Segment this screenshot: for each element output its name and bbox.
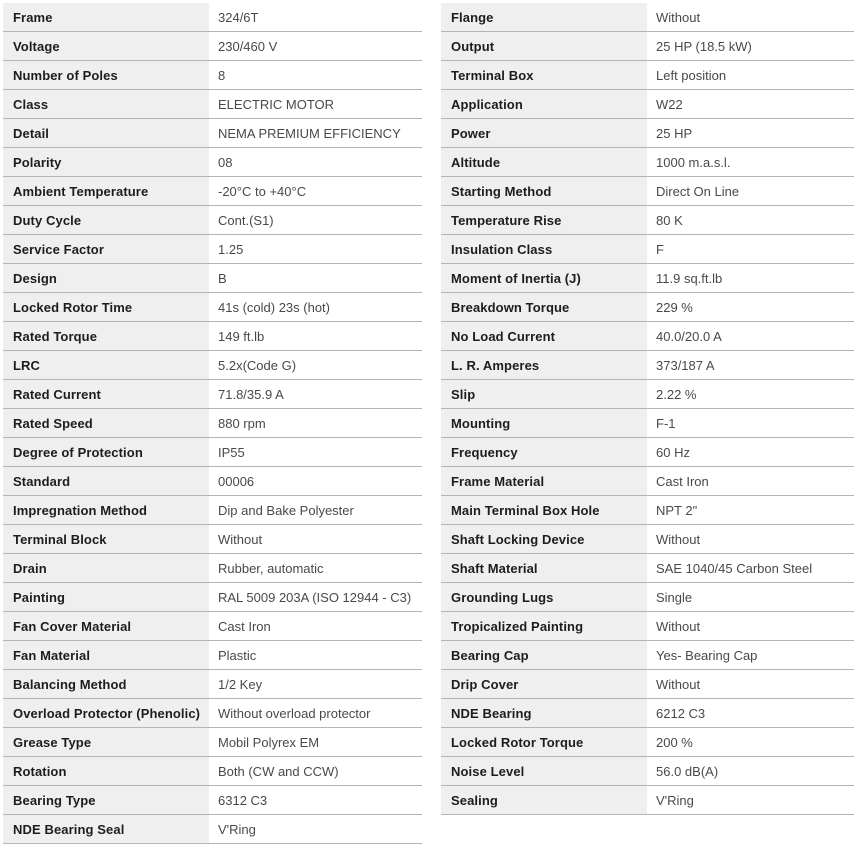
spec-value: NPT 2": [656, 502, 698, 518]
spec-row: [3, 119, 422, 148]
spec-value: 230/460 V: [218, 38, 278, 54]
spec-value: 6212 C3: [656, 705, 706, 721]
spec-value: Without: [656, 676, 701, 692]
spec-row: [441, 206, 854, 235]
spec-row: [3, 148, 422, 177]
spec-label: Standard: [3, 467, 209, 495]
spec-row: [441, 467, 854, 496]
spec-value: Yes- Bearing Cap: [656, 647, 758, 663]
spec-value: Without: [656, 618, 701, 634]
spec-label: Number of Poles: [3, 61, 209, 89]
spec-label: Detail: [3, 119, 209, 147]
spec-label: Output: [441, 32, 647, 60]
spec-value: 6312 C3: [218, 792, 268, 808]
spec-label: Temperature Rise: [441, 206, 647, 234]
spec-value: Without overload protector: [218, 705, 371, 721]
spec-label: Tropicalized Painting: [441, 612, 647, 640]
spec-value: Without: [656, 531, 701, 547]
spec-row: [441, 525, 854, 554]
spec-value: Both (CW and CCW): [218, 763, 339, 779]
spec-label: Locked Rotor Torque: [441, 728, 647, 756]
spec-row: [441, 670, 854, 699]
spec-row: [441, 699, 854, 728]
spec-value: 40.0/20.0 A: [656, 328, 722, 344]
spec-label: Frequency: [441, 438, 647, 466]
spec-row: [441, 264, 854, 293]
spec-label: Power: [441, 119, 647, 147]
spec-label: Main Terminal Box Hole: [441, 496, 647, 524]
spec-value: 200 %: [656, 734, 693, 750]
spec-label: Shaft Material: [441, 554, 647, 582]
spec-label: Mounting: [441, 409, 647, 437]
spec-row: [441, 32, 854, 61]
spec-label: Bearing Cap: [441, 641, 647, 669]
spec-label: Fan Cover Material: [3, 612, 209, 640]
spec-label: Shaft Locking Device: [441, 525, 647, 553]
spec-value: 71.8/35.9 A: [218, 386, 284, 402]
spec-label: Grease Type: [3, 728, 209, 756]
spec-row: [441, 61, 854, 90]
spec-label: Rated Current: [3, 380, 209, 408]
spec-label: Painting: [3, 583, 209, 611]
spec-value: RAL 5009 203A (ISO 12944 - C3): [218, 589, 412, 605]
spec-value: F-1: [656, 415, 676, 431]
spec-row: [3, 206, 422, 235]
spec-row: [3, 293, 422, 322]
spec-label: Application: [441, 90, 647, 118]
spec-row: [3, 612, 422, 641]
spec-row: [3, 815, 422, 844]
spec-value: 324/6T: [218, 9, 259, 25]
spec-row: [441, 177, 854, 206]
spec-label: Locked Rotor Time: [3, 293, 209, 321]
spec-row: [3, 467, 422, 496]
spec-value: 1/2 Key: [218, 676, 263, 692]
spec-label: Fan Material: [3, 641, 209, 669]
spec-row: [441, 757, 854, 786]
spec-value: B: [218, 270, 227, 286]
spec-label: Terminal Box: [441, 61, 647, 89]
spec-label: Altitude: [441, 148, 647, 176]
spec-label: Balancing Method: [3, 670, 209, 698]
spec-value: Direct On Line: [656, 183, 740, 199]
spec-row: [441, 322, 854, 351]
spec-label: Overload Protector (Phenolic): [3, 699, 209, 727]
spec-label: Slip: [441, 380, 647, 408]
spec-row: [3, 235, 422, 264]
spec-label: Duty Cycle: [3, 206, 209, 234]
spec-value: Cont.(S1): [218, 212, 274, 228]
spec-row: [3, 32, 422, 61]
spec-row: [441, 496, 854, 525]
spec-value: W22: [656, 96, 683, 112]
spec-value: 08: [218, 154, 233, 170]
spec-label: Terminal Block: [3, 525, 209, 553]
spec-value: Mobil Polyrex EM: [218, 734, 320, 750]
spec-row: [441, 612, 854, 641]
spec-row: [3, 699, 422, 728]
spec-row: [3, 670, 422, 699]
spec-row: [441, 438, 854, 467]
spec-row: [3, 728, 422, 757]
spec-value: SAE 1040/45 Carbon Steel: [656, 560, 813, 576]
spec-label: Bearing Type: [3, 786, 209, 814]
spec-row: [441, 583, 854, 612]
spec-value: 60 Hz: [656, 444, 690, 460]
spec-label: NDE Bearing Seal: [3, 815, 209, 843]
spec-label: Drain: [3, 554, 209, 582]
spec-value: Without: [656, 9, 701, 25]
spec-row: [441, 351, 854, 380]
spec-row: [441, 148, 854, 177]
spec-row: [441, 235, 854, 264]
spec-label: Service Factor: [3, 235, 209, 263]
spec-value: Single: [656, 589, 693, 605]
spec-value: Without: [218, 531, 263, 547]
spec-label: Impregnation Method: [3, 496, 209, 524]
spec-value: 1.25: [218, 241, 244, 257]
spec-row: [3, 641, 422, 670]
spec-value: 80 K: [656, 212, 683, 228]
spec-value: Rubber, automatic: [218, 560, 324, 576]
spec-row: [441, 409, 854, 438]
spec-row: [3, 525, 422, 554]
spec-value: 5.2x(Code G): [218, 357, 297, 373]
spec-row: [3, 583, 422, 612]
spec-value: 00006: [218, 473, 255, 489]
spec-label: Rated Speed: [3, 409, 209, 437]
spec-value: 1000 m.a.s.l.: [656, 154, 731, 170]
spec-value: 56.0 dB(A): [656, 763, 719, 779]
spec-value: 41s (cold) 23s (hot): [218, 299, 330, 315]
spec-value: -20°C to +40°C: [218, 183, 307, 199]
spec-value: 229 %: [656, 299, 693, 315]
spec-label: Noise Level: [441, 757, 647, 785]
spec-value: 8: [218, 67, 226, 83]
spec-value: V'Ring: [218, 821, 256, 837]
spec-row: [3, 90, 422, 119]
spec-row: [441, 90, 854, 119]
spec-value: Cast Iron: [656, 473, 709, 489]
spec-label: Class: [3, 90, 209, 118]
spec-row: [3, 322, 422, 351]
spec-value: 880 rpm: [218, 415, 266, 431]
spec-row: [3, 496, 422, 525]
spec-value: 149 ft.lb: [218, 328, 265, 344]
spec-row: [3, 554, 422, 583]
spec-value: 11.9 sq.ft.lb: [656, 270, 723, 286]
spec-label: Voltage: [3, 32, 209, 60]
spec-table-right: [441, 3, 854, 815]
spec-row: [441, 786, 854, 815]
spec-value: F: [656, 241, 664, 257]
spec-label: Rated Torque: [3, 322, 209, 350]
spec-row: [3, 61, 422, 90]
spec-label: Sealing: [441, 786, 647, 814]
spec-label: Starting Method: [441, 177, 647, 205]
spec-label: Moment of Inertia (J): [441, 264, 647, 292]
spec-row: [3, 757, 422, 786]
spec-row: [3, 3, 422, 32]
spec-value: 25 HP (18.5 kW): [656, 38, 752, 54]
spec-table-left: [3, 3, 422, 844]
spec-value: V'Ring: [656, 792, 694, 808]
spec-row: [441, 119, 854, 148]
spec-value: Cast Iron: [218, 618, 271, 634]
spec-label: Ambient Temperature: [3, 177, 209, 205]
spec-label: Frame Material: [441, 467, 647, 495]
spec-value: 2.22 %: [656, 386, 697, 402]
spec-value: Left position: [656, 67, 727, 83]
spec-row: [441, 380, 854, 409]
spec-label: Rotation: [3, 757, 209, 785]
spec-row: [3, 177, 422, 206]
spec-row: [3, 786, 422, 815]
spec-value: IP55: [218, 444, 245, 460]
spec-row: [3, 351, 422, 380]
spec-row: [441, 3, 854, 32]
spec-value: 25 HP: [656, 125, 693, 141]
spec-value: 373/187 A: [656, 357, 715, 373]
spec-value: Dip and Bake Polyester: [218, 502, 354, 518]
spec-label: Drip Cover: [441, 670, 647, 698]
spec-label: Breakdown Torque: [441, 293, 647, 321]
spec-label: LRC: [3, 351, 209, 379]
spec-label: NDE Bearing: [441, 699, 647, 727]
spec-label: L. R. Amperes: [441, 351, 647, 379]
spec-label: Polarity: [3, 148, 209, 176]
spec-row: [441, 554, 854, 583]
spec-row: [441, 728, 854, 757]
spec-row: [3, 438, 422, 467]
spec-label: Degree of Protection: [3, 438, 209, 466]
spec-row: [3, 409, 422, 438]
spec-row: [3, 264, 422, 293]
spec-label: Frame: [3, 3, 209, 31]
spec-row: [441, 293, 854, 322]
spec-label: No Load Current: [441, 322, 647, 350]
spec-row: [441, 641, 854, 670]
spec-value: NEMA PREMIUM EFFICIENCY: [218, 125, 401, 141]
spec-label: Design: [3, 264, 209, 292]
spec-value: ELECTRIC MOTOR: [218, 96, 335, 112]
spec-label: Insulation Class: [441, 235, 647, 263]
spec-value: Plastic: [218, 647, 257, 663]
spec-label: Grounding Lugs: [441, 583, 647, 611]
spec-row: [3, 380, 422, 409]
spec-label: Flange: [441, 3, 647, 31]
